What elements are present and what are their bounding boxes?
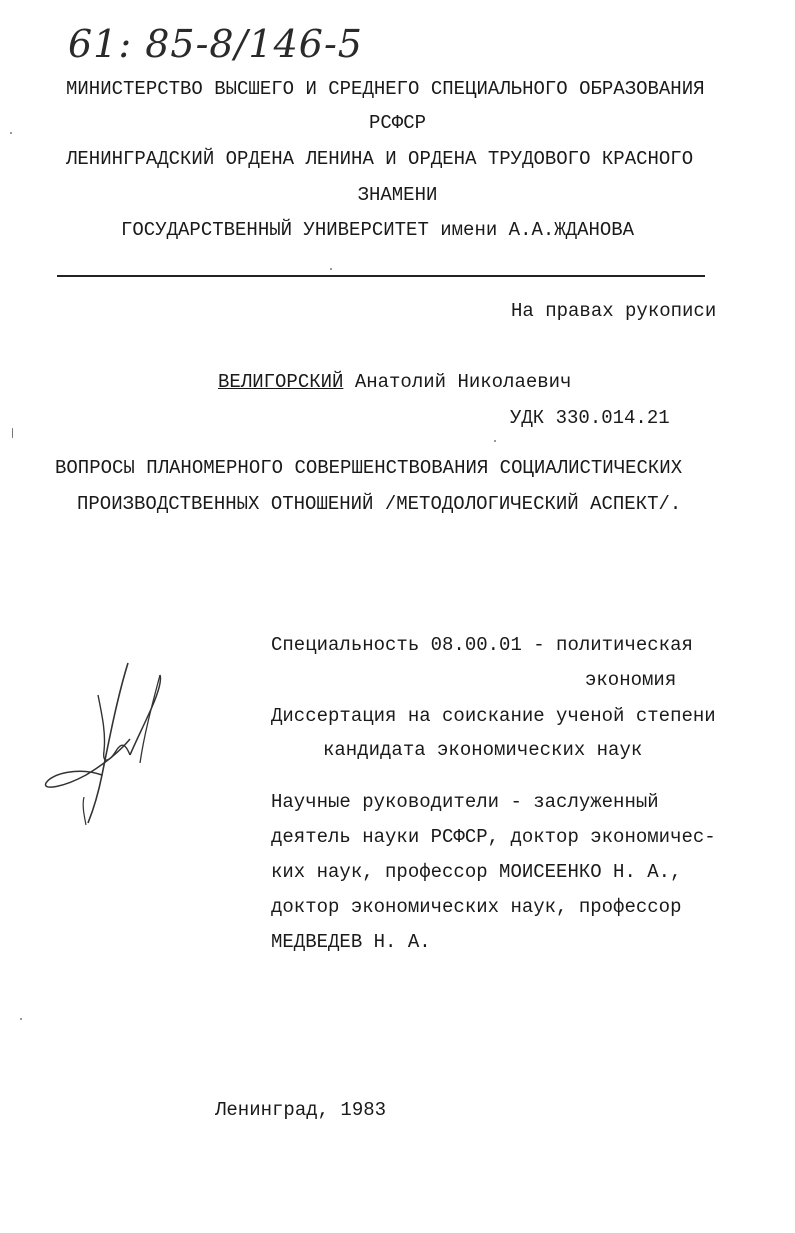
supervisors-line-5: МЕДВЕДЕВ Н. А. bbox=[271, 931, 431, 953]
supervisors-line-1: Научные руководители - заслуженный bbox=[271, 791, 659, 813]
archive-code: 61: 85-8/146-5 bbox=[68, 22, 363, 66]
university-line-3: ГОСУДАРСТВЕННЫЙ УНИВЕРСИТЕТ имени А.А.ЖДАНОВА bbox=[121, 219, 635, 241]
title-line-2: ПРОИЗВОДСТВЕННЫХ ОТНОШЕНИЙ /МЕТОДОЛОГИЧЕСКИЙ АСПЕКТ/. bbox=[77, 493, 682, 515]
author-line bbox=[218, 370, 571, 394]
university-line-1: ЛЕНИНГРАДСКИЙ ОРДЕНА ЛЕНИНА И ОРДЕНА ТРУДОВОГО КРАСНОГО bbox=[66, 148, 694, 170]
udc-code: УДК 330.014.21 bbox=[510, 407, 670, 429]
ministry-line-2: РСФСР bbox=[368, 112, 426, 134]
author-given-names: Анатолий Николаевич bbox=[343, 371, 572, 393]
supervisors-line-2: деятель науки РСФСР, доктор экономичес- bbox=[271, 826, 716, 848]
scan-speck bbox=[10, 132, 12, 134]
scan-speck bbox=[330, 268, 332, 270]
degree-line-1: Диссертация на соискание ученой степени bbox=[271, 705, 716, 727]
supervisors-line-4: доктор экономических наук, профессор bbox=[271, 896, 682, 918]
specialty-line-2: экономия bbox=[585, 669, 677, 691]
title-line-1: ВОПРОСЫ ПЛАНОМЕРНОГО СОВЕРШЕНСТВОВАНИЯ СОЦИАЛИСТИЧЕСКИХ bbox=[55, 457, 683, 479]
scan-speck bbox=[20, 1018, 22, 1020]
scan-speck bbox=[494, 440, 496, 442]
specialty-line-1: Специальность 08.00.01 - политическая bbox=[271, 634, 693, 656]
author-signature bbox=[40, 655, 180, 835]
place-year: Ленинград, 1983 bbox=[215, 1099, 387, 1121]
manuscript-rights: На правах рукописи bbox=[511, 300, 717, 322]
ministry-line-1: МИНИСТЕРСТВО ВЫСШЕГО И СРЕДНЕГО СПЕЦИАЛЬНОГО ОБРАЗОВАНИЯ bbox=[66, 78, 705, 100]
header-divider bbox=[57, 275, 705, 277]
supervisors-line-3: ких наук, профессор МОИСЕЕНКО Н. А., bbox=[271, 861, 682, 883]
author-surname: ВЕЛИГОРСКИЙ bbox=[218, 371, 344, 393]
scan-speck bbox=[12, 428, 13, 438]
university-line-2: ЗНАМЕНИ bbox=[357, 184, 438, 206]
degree-line-2: кандидата экономических наук bbox=[323, 739, 643, 761]
